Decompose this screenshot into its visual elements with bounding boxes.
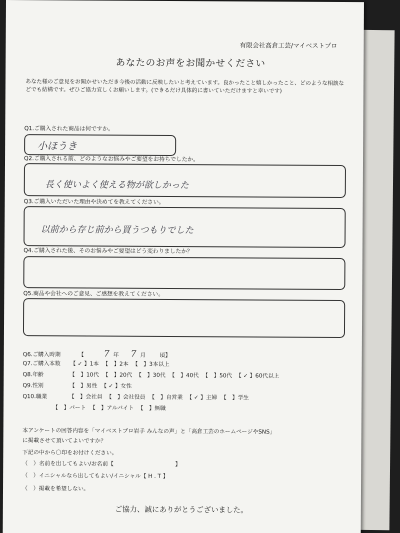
q2-answer: 長く使いよく使える物が欲しかった <box>44 180 189 192</box>
q8-option[interactable]: 【 】40代 <box>169 373 199 380</box>
company-name: 有限会社高倉工芸/マイベストプロ <box>239 41 338 51</box>
thanks-text: ご協力、誠にありがとうございました。 <box>114 504 248 515</box>
q8-option[interactable]: 【 】30代 <box>135 372 166 379</box>
q5-answer-box[interactable] <box>23 298 345 338</box>
q4-answer-box[interactable] <box>23 256 345 290</box>
consent-option-none[interactable]: （ ）掲載を希望しない。 <box>21 486 90 493</box>
q10-row-2 <box>52 405 167 413</box>
consent-option-name[interactable]: （ ）名前を出してもよい/お名前【 】 <box>22 461 181 469</box>
q6-bracket: 【 <box>78 352 84 359</box>
q10-option[interactable]: 【 】会社役員 <box>106 394 146 401</box>
q6-label: Q6.ご購入時期 <box>22 352 61 359</box>
q9-row <box>23 383 134 391</box>
q6-month-unit: 月 <box>140 352 146 359</box>
consent-question-2: に掲載させて頂いてよいですか？ <box>22 438 107 445</box>
q10-option[interactable]: 【 】学生 <box>220 395 249 402</box>
consent-instruction: 下記の中から〇印をお付けください。 <box>22 450 118 457</box>
q2-label: Q2.ご購入される前、どのようなお悩みやご要望をお持ちでしたか。 <box>24 156 199 164</box>
q7-option[interactable]: 【 ✓ 】1本 <box>70 361 99 368</box>
q8-option[interactable]: 【 ✓ 】60代以上 <box>235 373 280 380</box>
consent-option-initials[interactable]: （ ）イニシャルなら出してもよい/イニシャル【 H . T 】 <box>22 473 169 481</box>
q7-label: Q7.ご購入本数 <box>22 361 61 368</box>
q10-row <box>23 394 251 402</box>
q7-option[interactable]: 【 】3本以上 <box>132 361 170 369</box>
q1-label: Q1.ご購入された商品は何ですか。 <box>24 126 114 133</box>
q8-label: Q8.年齢 <box>22 372 44 379</box>
q8-row <box>23 372 282 381</box>
q9-option[interactable]: 【 】男性 <box>69 383 98 390</box>
q10-option[interactable]: 【 】会社員 <box>68 394 103 401</box>
q4-label: Q4.ご購入された後、そのお悩みやご要望はどう変わりましたか？ <box>23 248 193 256</box>
q9-label: Q9.性別 <box>22 383 44 390</box>
q9-option[interactable]: 【 ✓ 】女性 <box>101 383 132 390</box>
survey-title: あなたのお声をお聞かせください <box>115 57 266 70</box>
q8-option[interactable]: 【 】50代 <box>202 373 233 380</box>
q6-month: 7 <box>130 349 137 360</box>
q5-label: Q5.商品や会社へのご意見、ご感想を教えてください。 <box>23 291 164 298</box>
q6-end: 頃】 <box>159 352 171 360</box>
q10-option[interactable]: 【 ✓ 】主婦 <box>186 395 218 402</box>
q1-answer: 小ほうき <box>37 141 78 153</box>
q3-answer: 以前から存じ前から買うつもりでした <box>40 225 194 237</box>
intro-text: あなた様のご意見をお聞かせいただき今後の活動に反映したいと考えています。良かったこと嬉しかったこと、どのような相談などでも結構です。ぜひご協力宜しくお願いします。(できるだけ具体的に書いていただけますと幸いです) <box>25 79 345 95</box>
q10-option[interactable]: 【 】アルバイト <box>89 405 135 412</box>
q8-option[interactable]: 【 】10代 <box>69 372 99 379</box>
survey-sheet <box>3 0 364 533</box>
q3-label: Q3.ご購入いただいた理由や決めてを教えてください。 <box>23 199 165 206</box>
q6-year: 7 <box>103 349 110 360</box>
q6-row <box>23 351 173 360</box>
q7-option[interactable]: 【 】2本 <box>102 361 129 368</box>
q8-option[interactable]: 【 】20代 <box>102 372 133 379</box>
q10-option[interactable]: 【 】パート <box>52 405 87 412</box>
q10-option[interactable]: 【 】自営業 <box>149 394 183 402</box>
q6-year-unit: 年 <box>113 352 119 359</box>
consent-question-1: 本アンケートの回答内容を「マイベストプロ岩手 みんなの声」と「高倉工芸のホームページやSNS」 <box>22 428 276 436</box>
q7-row <box>23 361 172 369</box>
q10-label: Q10.職業 <box>22 394 48 401</box>
q10-option[interactable]: 【 】無職 <box>137 405 166 412</box>
